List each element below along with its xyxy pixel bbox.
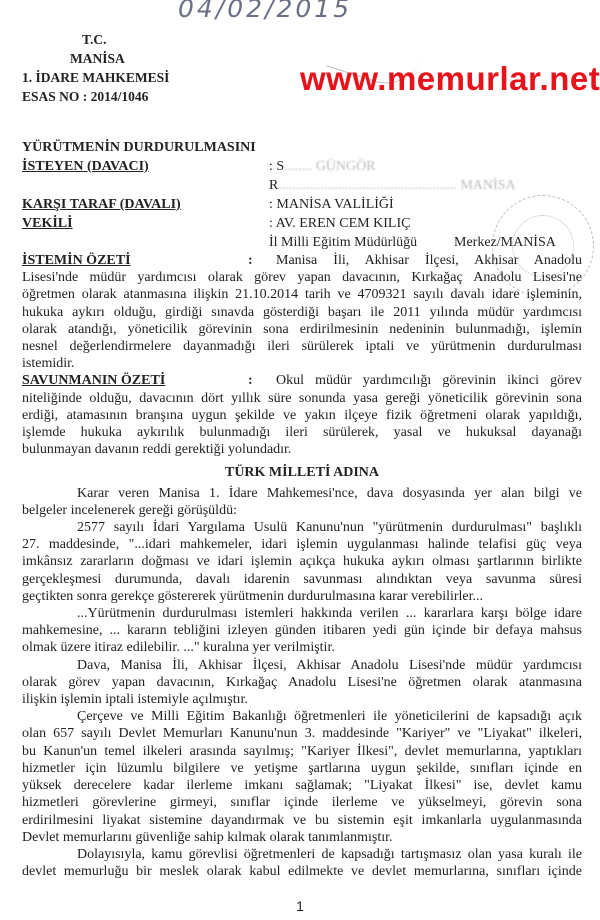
attorney-label: VEKİLİ xyxy=(22,216,73,231)
attorney-value: : AV. EREN CEM KILIÇ xyxy=(269,216,411,231)
text-line: imkânsız zararların doğması ve idari işlemin açıkça hukuka aykırı olması şartlarının birlikte xyxy=(22,554,582,570)
text-line: 2577 sayılı İdari Yargılama Usulü Kanunu'nun "yürütmenin durdurulması" başlıklı xyxy=(77,520,582,536)
text-line: Karar veren Manisa 1. İdare Mahkemesi'nce, dava dosyasında yer alan bilgi ve xyxy=(77,485,582,501)
text-line: niteliğinde olduğu, davacının dört yıllık süre sonunda yasa gereği yöneticilik görevinin sona xyxy=(22,390,582,406)
header-case-number: ESAS NO : 2014/1046 xyxy=(22,89,149,104)
text-line: hukuka aykırı olduğu, girdiği sınavda gösterdiği başarı ile 2011 yılında müdür yardımcısı xyxy=(22,304,582,320)
text-line: olarak görev yapan davacının, Kırkağaç Anadolu Lisesi'ne öğretmen olarak atanmasına xyxy=(22,674,582,690)
text-line: mahkemesine, ... kararın tebliğini izleyen günden itibaren yedi gün içinde bir defaya mahsus xyxy=(22,623,582,639)
header-court: 1. İDARE MAHKEMESİ xyxy=(22,70,170,85)
redacted-address: ................................................... MANİSA xyxy=(278,178,516,193)
attorney-office: İl Milli Eğitim Müdürlüğü xyxy=(269,235,418,250)
text-line: olarak atandığı, yöneticilik görevinin sona erdirilmesinin nedeninin bulunmadığı, işlemin xyxy=(22,321,582,337)
text-line: hizmetleri görevlerine girmeyi, sınıflar içinde ilerleme ve yükselmeyi, görevin sona xyxy=(22,795,582,811)
text-line: Lisesi'nde müdür yardımcısı olarak görev yapan davacının, Kırkağaç Anadolu Lisesi'ne xyxy=(22,270,582,286)
paragraph xyxy=(22,657,582,709)
text-line: nesnel değerlendirmelere dayanmadığı ileri sürülerek iptali ve yürütmenin durdurulması xyxy=(22,339,582,355)
text-line: geçtikten sonra gerekçe göstererek yürütmenin durdurulmasına karar verebilirler... xyxy=(22,588,484,604)
watermark: www.memurlar.net xyxy=(300,60,600,97)
page-number: 1 xyxy=(296,898,304,914)
paragraph xyxy=(22,605,582,657)
text-line: Devlet memurlarını güvenliğe sahip kılmak olarak tanımlanmıştır. xyxy=(22,829,393,845)
document-body xyxy=(22,252,582,880)
text-line: Dava, Manisa İli, Akhisar İlçesi, Akhisar Anadolu Lisesi'nde müdür yardımcısı xyxy=(77,657,582,673)
text-line: hizmetler için lüzumlu bilgilere ve yetişme şartlarına uygun şekilde, sınıfları içinde en xyxy=(22,760,582,776)
plaintiff-address: R................................................... MANİSA xyxy=(269,178,516,193)
savunma-first-text: Okul müdür yardımcılığı görevinin ikinci görev xyxy=(276,373,582,389)
text-line: bulunmayan davanın reddi gerektiği yolundadır. xyxy=(22,442,292,458)
defendant-value: : MANİSA VALİLİĞİ xyxy=(269,197,394,212)
istem-first-text: Manisa İli, Akhisar İlçesi, Akhisar Anadolu xyxy=(276,253,582,268)
text-line: olmak üzere itiraz edilebilir. ..." kuralına yer verilmiştir. xyxy=(22,640,335,656)
text-line: yüksek derecelere kadar ilerleme imkanı sağlamak; "Liyakat İlkesi" ise, devlet kamu xyxy=(22,778,582,794)
text-line: ...Yürütmenin durdurulması istemleri hakkında verilen ... kararlara karşı bölge idare xyxy=(77,606,582,622)
paragraph xyxy=(22,519,582,605)
party-label-0: YÜRÜTMENİN DURDURULMASINI xyxy=(22,140,256,155)
istem-summary xyxy=(22,269,582,372)
text-line: işlemde hukuka aykırılık bulunmadığı ileri sürülerek, yasal ve hukuksal dayanağı xyxy=(22,425,582,441)
text-line: erdiği, atamasının branşına uygun şekilde ve yakın ilçeye fizik öğretmeni olarak yapıldığı, xyxy=(22,407,582,423)
paragraph xyxy=(22,485,582,519)
text-line: belgeler incelenerek gereği görüşüldü: xyxy=(22,502,237,518)
istem-first-line xyxy=(22,252,582,269)
court-header xyxy=(22,30,169,106)
text-line: devlet memurluğu bir meslek olarak kabul edilmekte ve devlet memurlarına, sınıfları içinde xyxy=(22,864,582,880)
text-line: öğretmen olarak atanmasına ilişkin 21.10.2014 tarih ve 4709321 sayılı davalı idare işleminin, xyxy=(22,287,582,303)
text-line: istemidir. xyxy=(22,356,75,372)
text-line: 27. maddesinde, "...idari mahkemeler, idari işlemin uygulanması halinde telafisi güç veya xyxy=(22,537,582,553)
plaintiff-value: : S........ GÜNGÖR xyxy=(269,159,376,174)
text-line: Çerçeve ve Milli Eğitim Bakanlığı öğretmenleri ile yöneticilerini de kapsadığı açık xyxy=(77,709,582,725)
parties-block xyxy=(22,138,582,252)
istem-colon: : xyxy=(248,253,253,268)
savunma-label: SAVUNMANIN ÖZETİ xyxy=(22,373,166,389)
istem-label: İSTEMİN ÖZETİ xyxy=(22,253,131,268)
redacted-name: ........ GÜNGÖR xyxy=(284,159,376,174)
text-line: olan 657 sayılı Devlet Memurları Kanunu'nun 3. maddesinde "Kariyer" ve "Liyakat" ilkeleri, xyxy=(22,726,582,742)
text-line: gerçekleşmesi durumunda, davalı idarenin savunması alındıktan veya savunma süresi xyxy=(22,571,582,587)
plaintiff-label: İSTEYEN (DAVACI) xyxy=(22,159,149,174)
text-line: bu Kanun'un temel ilkeleri arasında sayılmış; "Kariyer İlkesi", devlet memurlarına, yaptıkları xyxy=(22,743,582,759)
paragraph xyxy=(22,846,582,880)
savunma-summary xyxy=(22,390,582,459)
decision-title: TÜRK MİLLETİ ADINA xyxy=(224,465,380,481)
text-line: erdirilmesini liyakat sistemine dayandırmak ve bu sistemin eşit imkanlarla uygulanmasında xyxy=(22,812,582,828)
savunma-first-line xyxy=(22,372,582,389)
savunma-colon: : xyxy=(248,373,253,389)
text-line: Dolayısıyla, kamu görevlisi öğretmenleri de kapsadığı tartışmasız olan yasa kuralı ile xyxy=(77,846,582,862)
decision-paragraphs xyxy=(22,485,582,881)
paragraph xyxy=(22,708,582,846)
header-tc: T.C. xyxy=(82,32,107,47)
defendant-label: KARŞI TARAF (DAVALI) xyxy=(22,197,181,212)
text-line: ilişkin işlemin iptali istemiyle açılmıştır. xyxy=(22,692,248,708)
header-city: MANİSA xyxy=(70,51,125,66)
handwritten-date: 04/02/2015 xyxy=(178,0,353,23)
attorney-location: Merkez/MANİSA xyxy=(454,235,556,250)
